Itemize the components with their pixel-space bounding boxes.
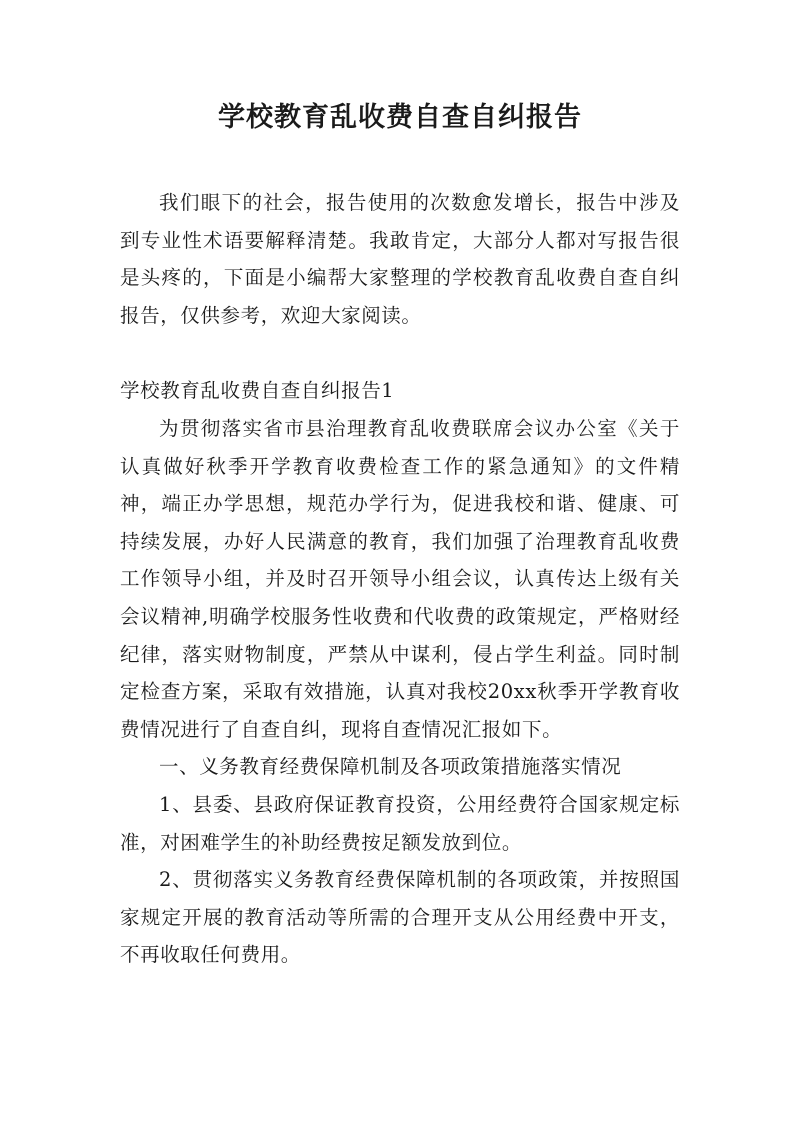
section-heading: 学校教育乱收费自查自纠报告1 xyxy=(120,379,395,402)
body-paragraph: 1、县委、县政府保证教育投资，公用经费符合国家规定标准，对困难学生的补助经费按足额发放到位。 xyxy=(120,792,680,854)
subsection-heading: 一、义务教育经费保障机制及各项政策措施落实情况 xyxy=(159,755,622,779)
body-paragraph: 为贯彻落实省市县治理教育乱收费联席会议办公室《关于认真做好秋季开学教育收费检查工作的紧急通知》的文件精神，端正办学思想，规范办学行为，促进我校和谐、健康、可持续发展，办好人民满意的教育，我们加强了治理教育乱收费工作领导小组，并及时召开领导小组会议，认真传达上级有关会议精神,明确学校服务性收费和代收费的政策规定，严格财经纪律，落实财物制度，严禁从中谋利，侵占学生利益。同时制定检查方案，采取有效措施，认真对我校20xx秋季开学教育收费情况进行了自查自纠，现将自查情况汇报如下。 xyxy=(120,417,680,741)
report-body xyxy=(120,410,680,974)
document-title: 学校教育乱收费自查自纠报告 xyxy=(218,102,582,133)
body-paragraph: 2、贯彻落实义务教育经费保障机制的各项政策，并按照国家规定开展的教育活动等所需的合理开支从公用经费中开支，不再收取任何费用。 xyxy=(120,868,680,967)
intro-paragraph: 我们眼下的社会，报告使用的次数愈发增长，报告中涉及到专业性术语要解释清楚。我敢肯定，大部分人都对写报告很是头疼的，下面是小编帮大家整理的学校教育乱收费自查自纠报告，仅供参考，欢迎大家阅读。 xyxy=(120,191,680,327)
